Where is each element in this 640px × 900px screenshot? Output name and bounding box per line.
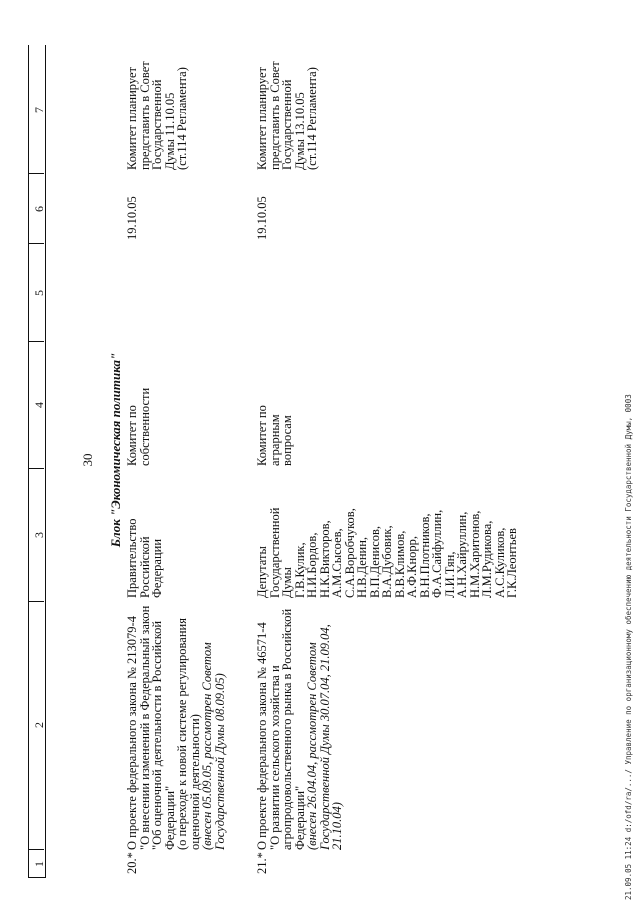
review-date: 19.10.05 bbox=[255, 196, 269, 240]
column-divider bbox=[28, 468, 44, 469]
column-number: 4 bbox=[32, 402, 46, 408]
column-divider bbox=[28, 243, 44, 244]
bill-author: Депутаты Государственной Думы Г.В.Кулик, Н.И.Бордов, Н.К.Викторов, А.М.Сысоев, С.А.Воробчуков, Н.В.Денин, В.П.Денисов, В.А.Дубовик, В.В.Климов, А.Ф.Кнорр, В.Н.Плотников, Ф.А.Сайфуллин, Л.И.Тян, А.Н.Хайруллин, Н.М.Харитонов, Л.М.Рудикова, А.С.Куликов, Г.К.Леонтьев bbox=[255, 507, 519, 598]
bill-title: О проекте федерального закона № 213079-4 "О внесении изменений в Федеральный закон "Об оценочной деятельности в Российской Федерации" (о переходе к новой системе регулирования оценочной деятельности) bbox=[125, 605, 202, 850]
column-number: 6 bbox=[32, 206, 46, 212]
column-number: 1 bbox=[32, 861, 46, 867]
print-footer: 21.09.05 11:24 d:/ofd/ra/.../ Управление по организационному обеспечению деятельности Государственной Думы, 0003 bbox=[624, 394, 633, 900]
bill-title: О проекте федерального закона № 46571-4 "О развитии сельского хозяйства и агропродовольственного рынка в Российской Федерации" bbox=[255, 608, 307, 850]
column-number: 7 bbox=[32, 107, 46, 113]
column-header-row bbox=[28, 45, 46, 878]
column-divider bbox=[28, 341, 44, 342]
row-note: Комитет планирует представить в Совет Государственной Думы 13.10.05 (ст.114 Регламента) bbox=[255, 61, 319, 170]
responsible-committee: Комитет по собственности bbox=[125, 387, 152, 466]
column-number: 2 bbox=[32, 722, 46, 728]
responsible-committee: Комитет по аграрным вопросам bbox=[255, 405, 294, 466]
row-number: 21.* bbox=[255, 852, 269, 874]
review-date: 19.10.05 bbox=[125, 196, 139, 240]
bill-introduced: (внесен 05.09.05, рассмотрен Советом Государственной Думы 08.09.05) bbox=[200, 642, 227, 850]
block-title: Блок "Экономическая политика" bbox=[108, 352, 123, 548]
row-number: 20.* bbox=[125, 852, 139, 874]
column-divider bbox=[28, 173, 44, 174]
bill-author: Правительство Российской Федерации bbox=[125, 518, 164, 598]
row-note: Комитет планирует представить в Совет Государственной Думы 11.10.05 (ст.114 Регламента) bbox=[125, 61, 189, 170]
column-number: 5 bbox=[32, 290, 46, 296]
column-divider bbox=[28, 601, 44, 602]
bill-introduced: (внесен 26.04.04, рассмотрен Советом Государственной Думы 30.07.04, 21.09.04, 21.10.04) bbox=[305, 624, 344, 850]
page-number: 30 bbox=[80, 453, 95, 467]
column-number: 3 bbox=[32, 532, 46, 538]
